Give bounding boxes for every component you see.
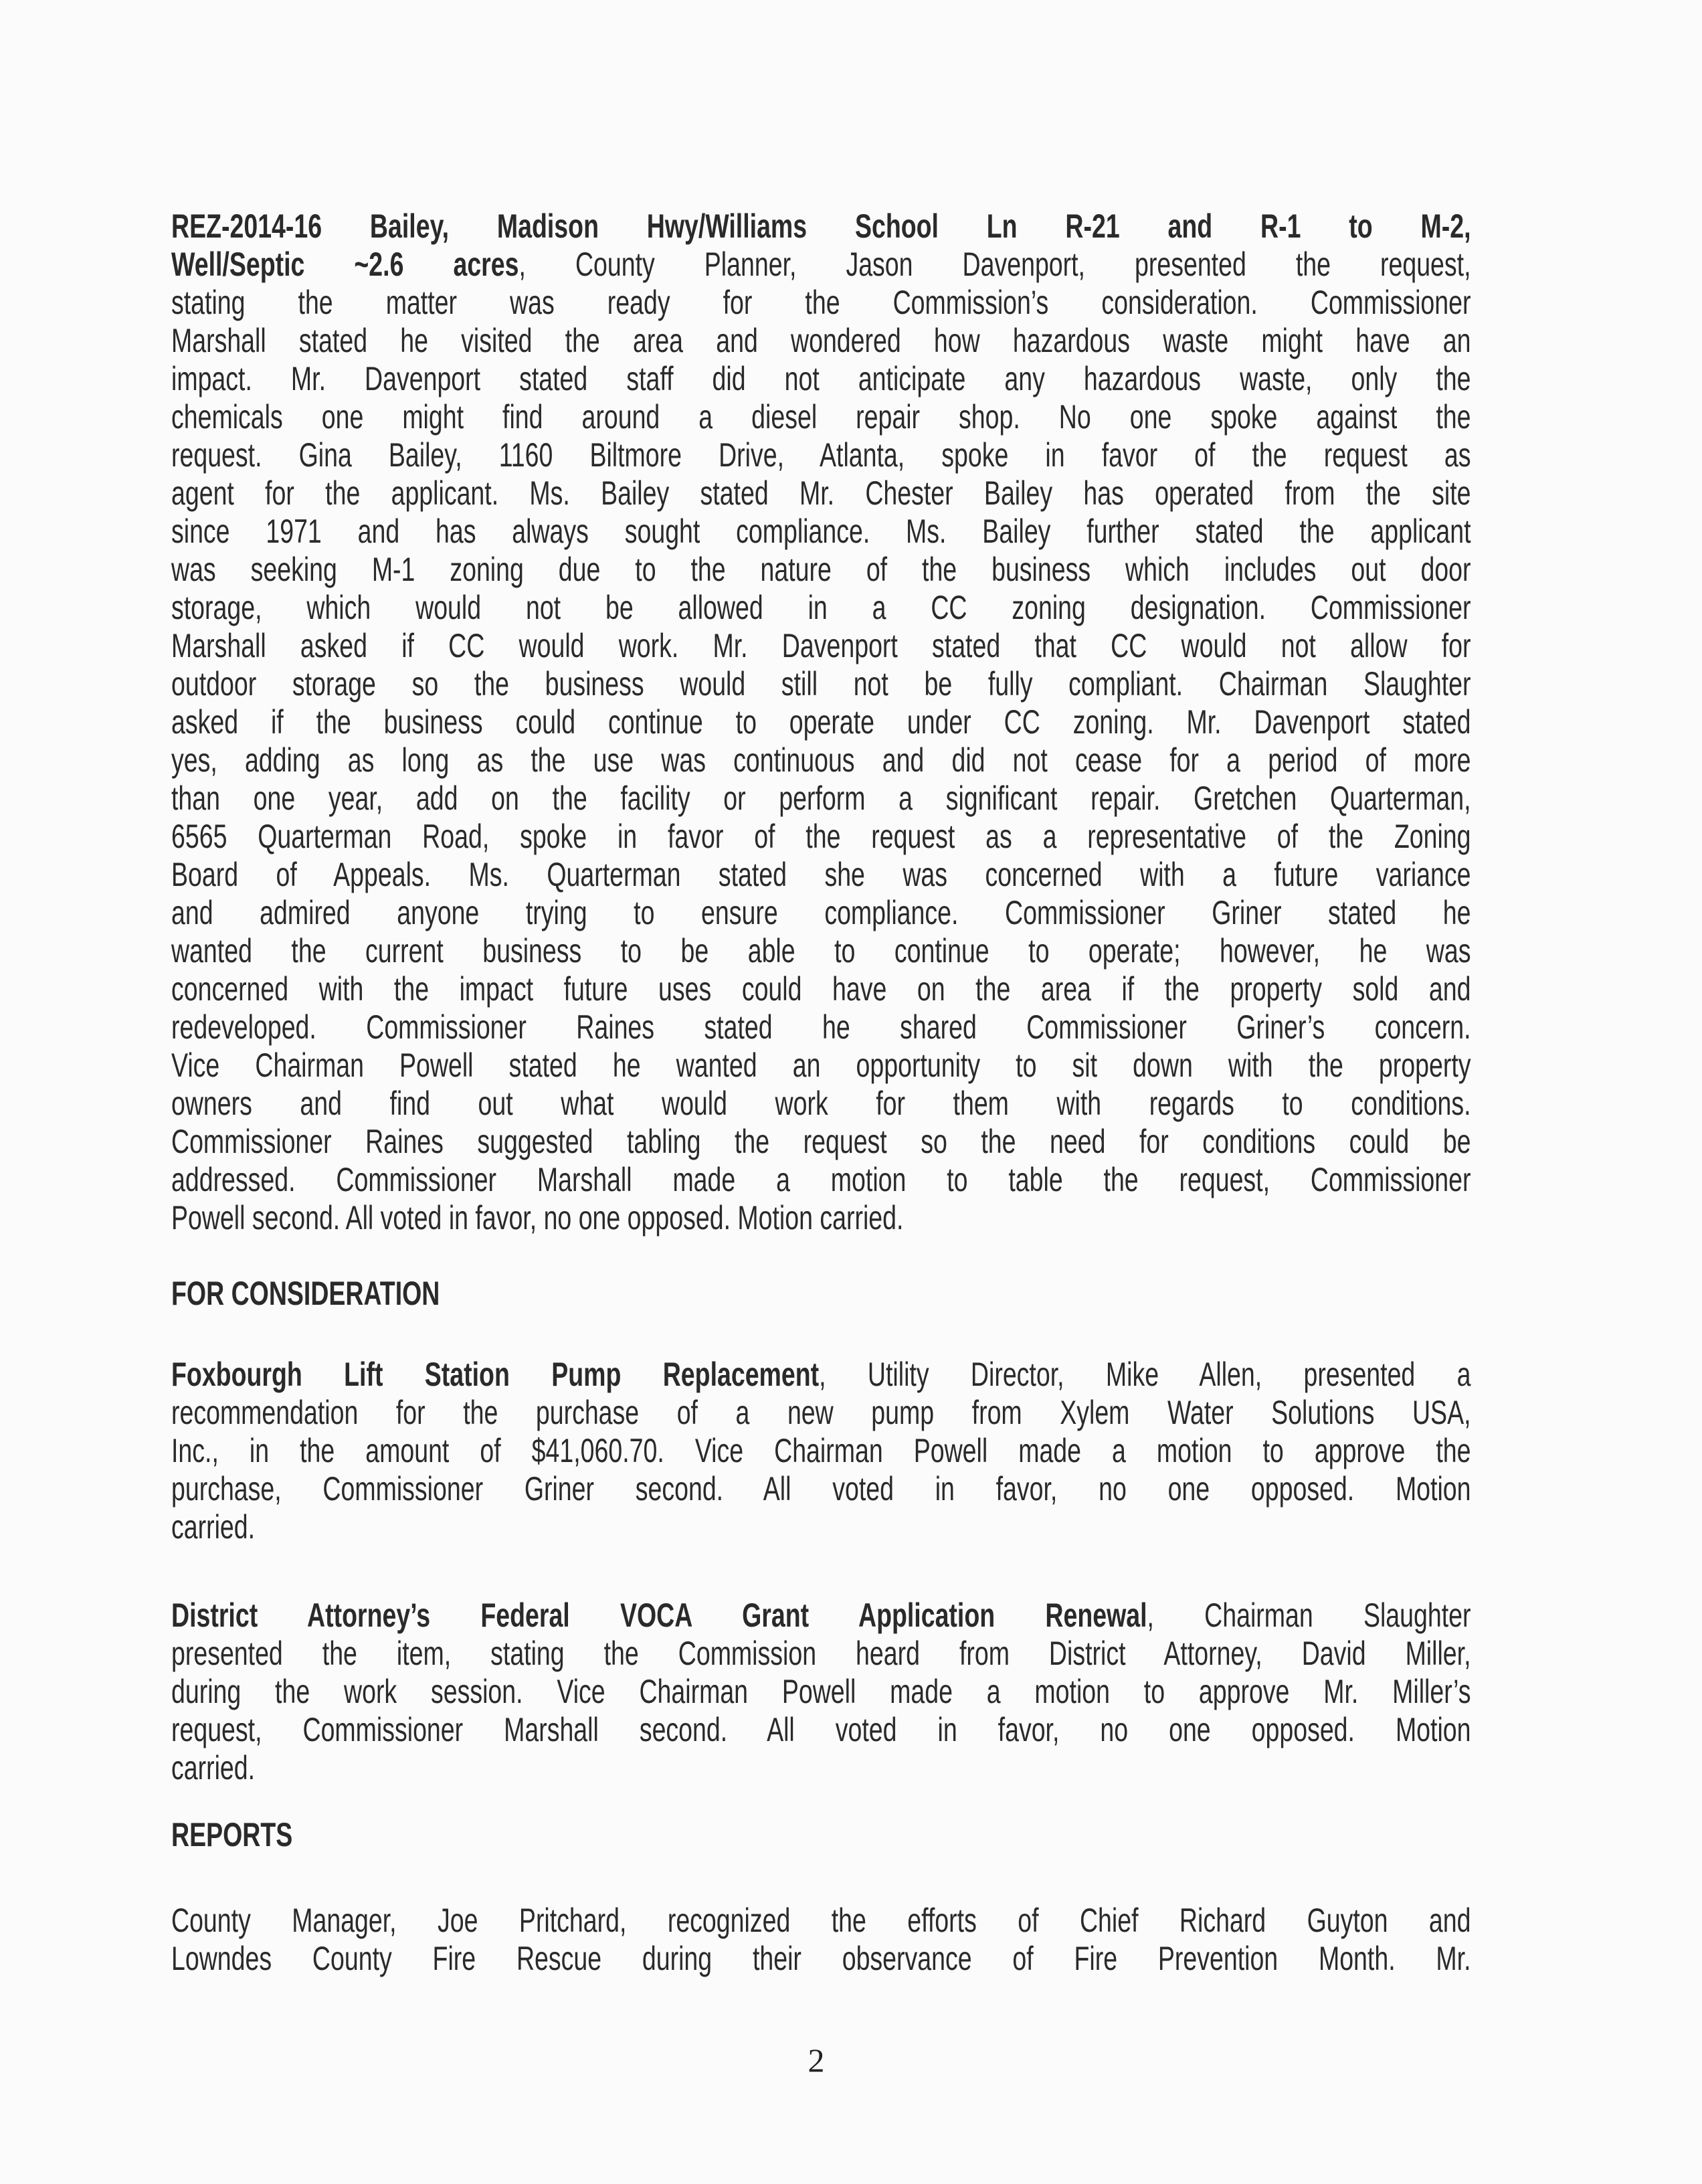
text-line: Inc., in the amount of $41,060.70. Vice Chairman Powell made a motion to approve the [171,1432,1471,1469]
text-line: Lowndes County Fire Rescue during their observance of Fire Prevention Month. Mr. [171,1940,1471,1977]
text-line: wanted the current business to be able to continue to operate; however, he was [171,932,1471,970]
text-line: Marshall stated he visited the area and wondered how hazardous waste might have an [171,322,1471,359]
text-line: and admired anyone trying to ensure compliance. Commissioner Griner stated he [171,894,1471,931]
text-line: Board of Appeals. Ms. Quarterman stated she was concerned with a future variance [171,856,1471,893]
text-line: request. Gina Bailey, 1160 Biltmore Drive, Atlanta, spoke in favor of the request as [171,436,1471,474]
text-line: 6565 Quarterman Road, spoke in favor of the request as a representative of the Zoning [171,818,1471,855]
rezoning-item-paragraph [171,207,1471,1237]
text-line: Commissioner Raines suggested tabling the request so the need for conditions could be [171,1123,1471,1160]
voca-grant-paragraph [171,1597,1471,1787]
item-title: District Attorney’s Federal VOCA Grant Application Renewal [171,1597,1147,1634]
text-line: recommendation for the purchase of a new pump from Xylem Water Solutions USA, [171,1394,1471,1431]
text-line: chemicals one might find around a diesel repair shop. No one spoke against the [171,398,1471,436]
text-line: storage, which would not be allowed in a CC zoning designation. Commissioner [171,589,1471,626]
text-line: was seeking M-1 zoning due to the nature of the business which includes out door [171,551,1471,588]
text-line: concerned with the impact future uses could have on the area if the property sold and [171,970,1471,1008]
text-line: owners and find out what would work for them with regards to conditions. [171,1085,1471,1122]
text-line: County Manager, Joe Pritchard, recognized the efforts of Chief Richard Guyton and [171,1902,1471,1939]
text-line: during the work session. Vice Chairman Powell made a motion to approve Mr. Miller’s [171,1673,1471,1710]
text-line: than one year, add on the facility or perform a significant repair. Gretchen Quarterman, [171,780,1471,817]
text-line: request, Commissioner Marshall second. All voted in favor, no one opposed. Motion [171,1711,1471,1748]
section-heading-for-consideration: FOR CONSIDERATION [171,1275,440,1312]
text-line: yes, adding as long as the use was continuous and did not cease for a period of more [171,741,1471,779]
text-line: asked if the business could continue to operate under CC zoning. Mr. Davenport stated [171,703,1471,741]
section-heading-reports: REPORTS [171,1816,293,1853]
text-line: redeveloped. Commissioner Raines stated he shared Commissioner Griner’s concern. [171,1008,1471,1046]
pump-replacement-paragraph [171,1356,1471,1546]
item-title: Foxbourgh Lift Station Pump Replacement [171,1356,820,1393]
text-line: presented the item, stating the Commission heard from District Attorney, David Miller, [171,1635,1471,1672]
text-line: impact. Mr. Davenport stated staff did not anticipate any hazardous waste, only the [171,360,1471,397]
text-line: Powell second. All voted in favor, no one opposed. Motion carried. [171,1199,904,1237]
text-line: outdoor storage so the business would still not be fully compliant. Chairman Slaughter [171,665,1471,703]
text-line: , County Planner, Jason Davenport, presented the request, [518,246,1471,283]
county-manager-report-paragraph [171,1902,1471,1978]
page-number: 2 [808,2041,825,2079]
text-line: , Utility Director, Mike Allen, presented a [819,1356,1471,1393]
text-line: purchase, Commissioner Griner second. All voted in favor, no one opposed. Motion [171,1470,1471,1508]
item-title: Well/Septic ~2.6 acres [171,246,519,283]
text-line: addressed. Commissioner Marshall made a motion to table the request, Commissioner [171,1161,1471,1198]
text-line: carried. [171,1508,256,1546]
text-line: agent for the applicant. Ms. Bailey stated Mr. Chester Bailey has operated from the site [171,474,1471,512]
text-line: stating the matter was ready for the Commission’s consideration. Commissioner [171,284,1471,321]
text-line: Vice Chairman Powell stated he wanted an opportunity to sit down with the property [171,1046,1471,1084]
text-line: carried. [171,1749,256,1787]
item-title: REZ-2014-16 Bailey, Madison Hwy/Williams School Ln R-21 and R-1 to M-2, [171,207,1471,245]
text-line: Marshall asked if CC would work. Mr. Davenport stated that CC would not allow for [171,627,1471,664]
text-line: , Chairman Slaughter [1147,1597,1471,1634]
text-line: since 1971 and has always sought compliance. Ms. Bailey further stated the applicant [171,513,1471,550]
